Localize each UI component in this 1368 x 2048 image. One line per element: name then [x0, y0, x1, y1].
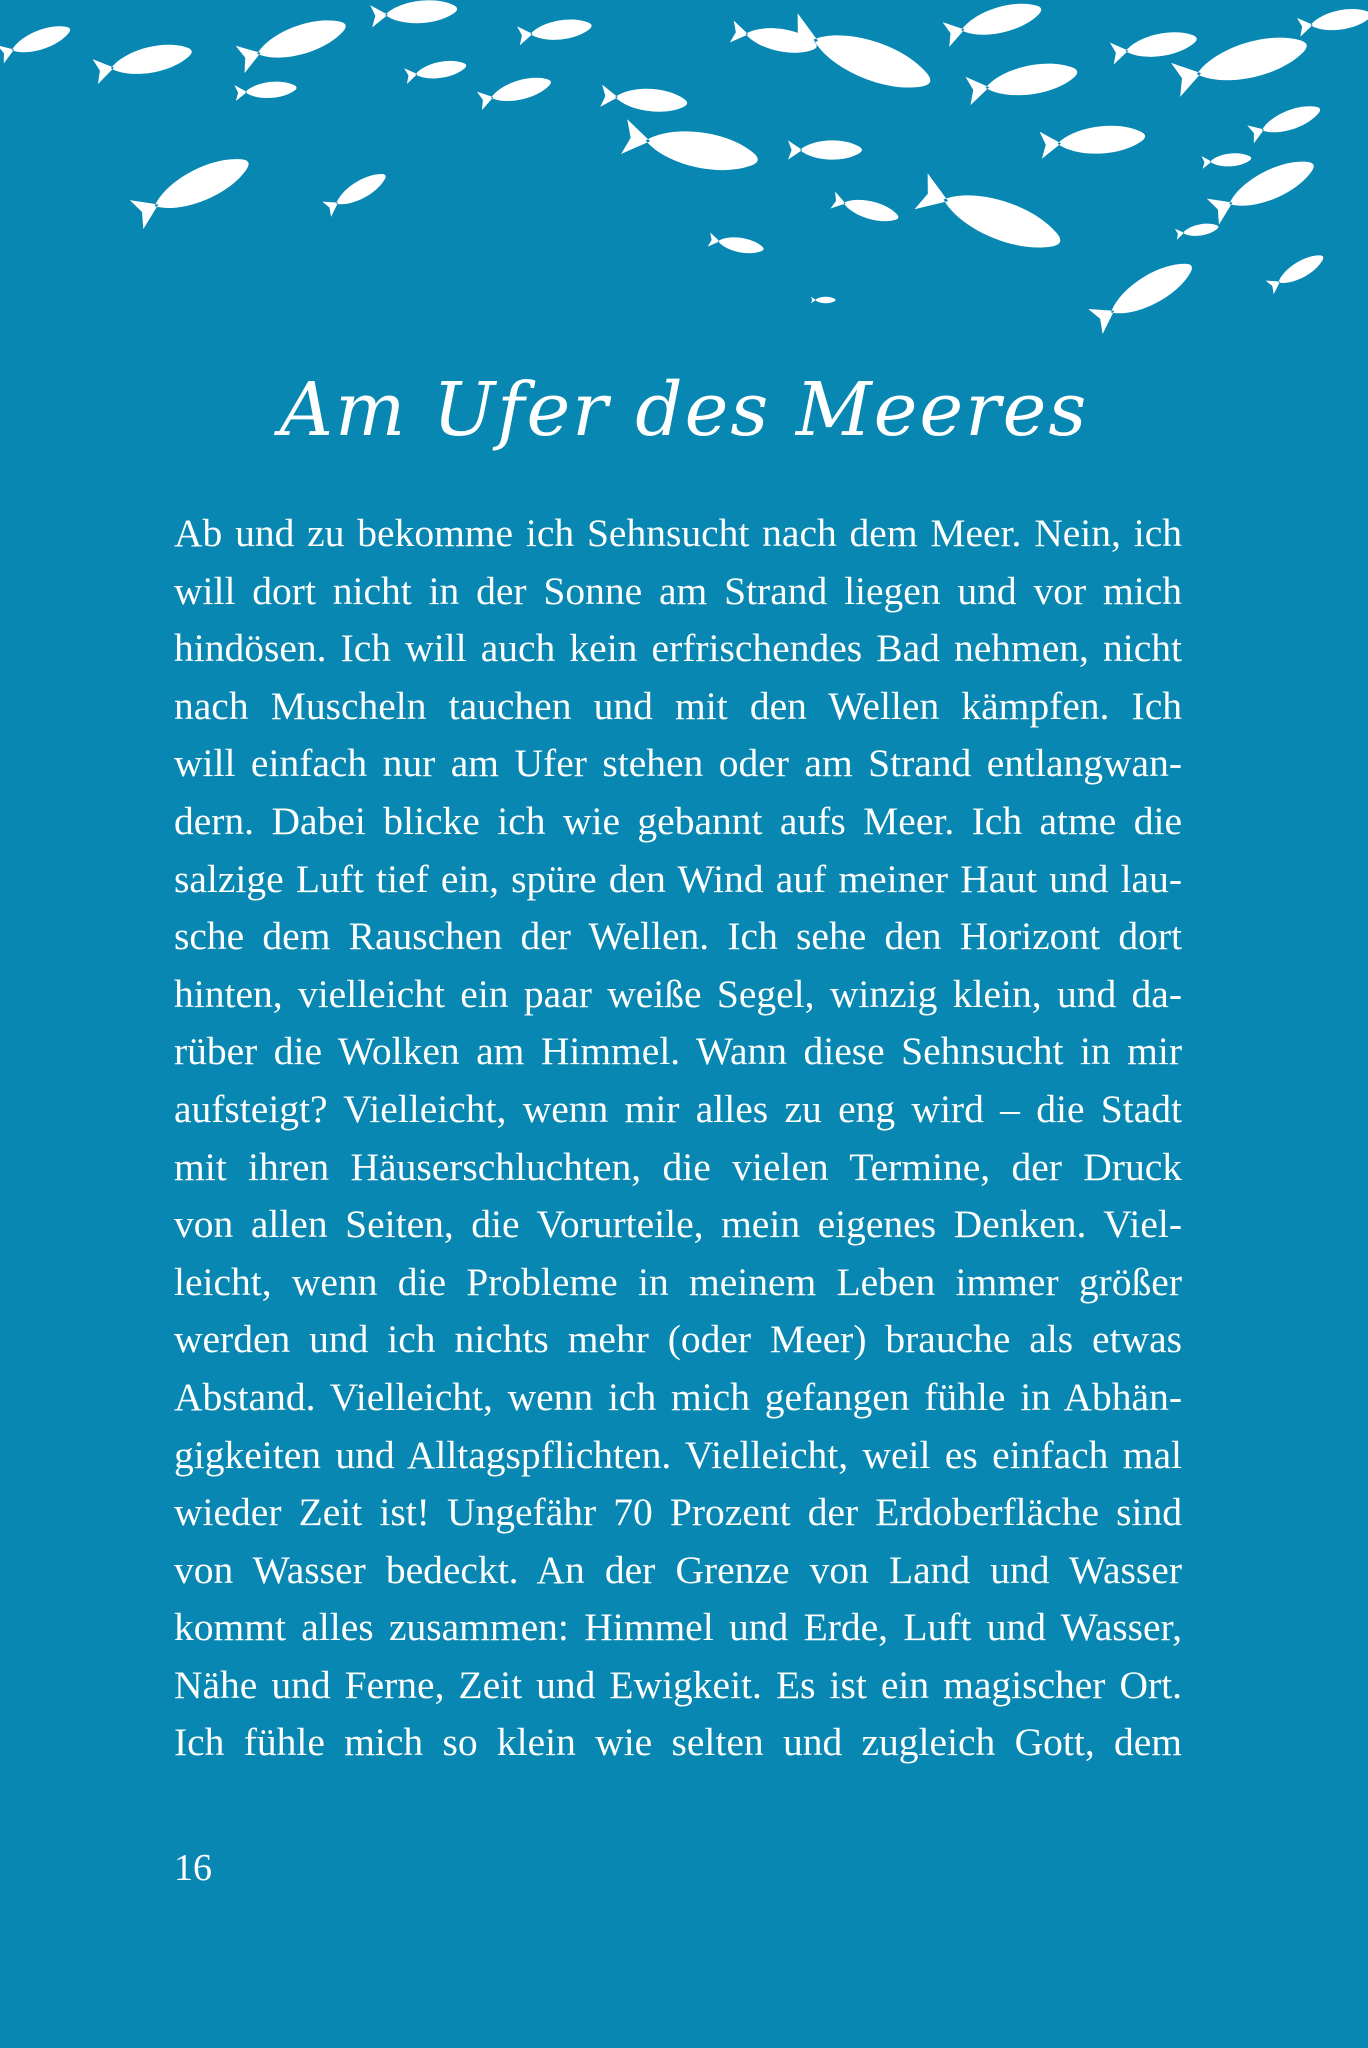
text-line: kommt alles zusammen: Himmel und Erde, Luft und Wasser,: [174, 1605, 1182, 1650]
text-line: will einfach nur am Ufer stehen oder am Strand entlangwan-: [174, 741, 1182, 786]
text-line: dern. Dabei blicke ich wie gebannt aufs Meer. Ich atme die: [174, 798, 1182, 843]
text-line: gigkeiten und Alltagspflichten. Vielleicht, weil es einfach mal: [174, 1432, 1182, 1477]
text-line: leicht, wenn die Probleme in meinem Leben immer größer: [174, 1259, 1182, 1304]
text-line: Ab und zu bekomme ich Sehnsucht nach dem Meer. Nein, ich: [174, 511, 1182, 555]
body-text: [174, 505, 1182, 1772]
text-line: Nähe und Ferne, Zeit und Ewigkeit. Es ist ein magischer Ort.: [174, 1662, 1182, 1707]
text-line: Ich fühle mich so klein wie selten und zugleich Gott, dem: [174, 1720, 1182, 1765]
text-line: hindösen. Ich will auch kein erfrischendes Bad nehmen, nicht: [174, 626, 1182, 671]
text-line: Abstand. Vielleicht, wenn ich mich gefangen fühle in Abhän-: [174, 1374, 1182, 1419]
text-line: rüber die Wolken am Himmel. Wann diese Sehnsucht in mir: [174, 1029, 1182, 1074]
text-line: nach Muscheln tauchen und mit den Wellen kämpfen. Ich: [174, 683, 1182, 728]
text-line: salzige Luft tief ein, spüre den Wind auf meiner Haut und lau-: [174, 856, 1182, 901]
text-line: sche dem Rauschen der Wellen. Ich sehe den Horizont dort: [174, 914, 1182, 959]
text-line: will dort nicht in der Sonne am Strand liegen und vor mich: [174, 568, 1182, 613]
text-line: mit ihren Häuserschluchten, die vielen Termine, der Druck: [174, 1144, 1182, 1189]
text-line: werden und ich nichts mehr (oder Meer) brauche als etwas: [174, 1317, 1182, 1362]
text-line: wieder Zeit ist! Ungefähr 70 Prozent der Erdoberfläche sind: [174, 1490, 1182, 1535]
page-title: Am Ufer des Meeres: [279, 367, 1089, 453]
fish-school-icon: [0, 0, 1368, 340]
text-line: aufsteigt? Vielleicht, wenn mir alles zu eng wird – die Stadt: [174, 1086, 1182, 1131]
text-line: von allen Seiten, die Vorurteile, mein eigenes Denken. Viel-: [174, 1202, 1182, 1247]
page-number: 16: [174, 1847, 212, 1889]
text-line: hinten, vielleicht ein paar weiße Segel, winzig klein, und da-: [174, 971, 1182, 1016]
text-line: von Wasser bedeckt. An der Grenze von Land und Wasser: [174, 1547, 1182, 1592]
